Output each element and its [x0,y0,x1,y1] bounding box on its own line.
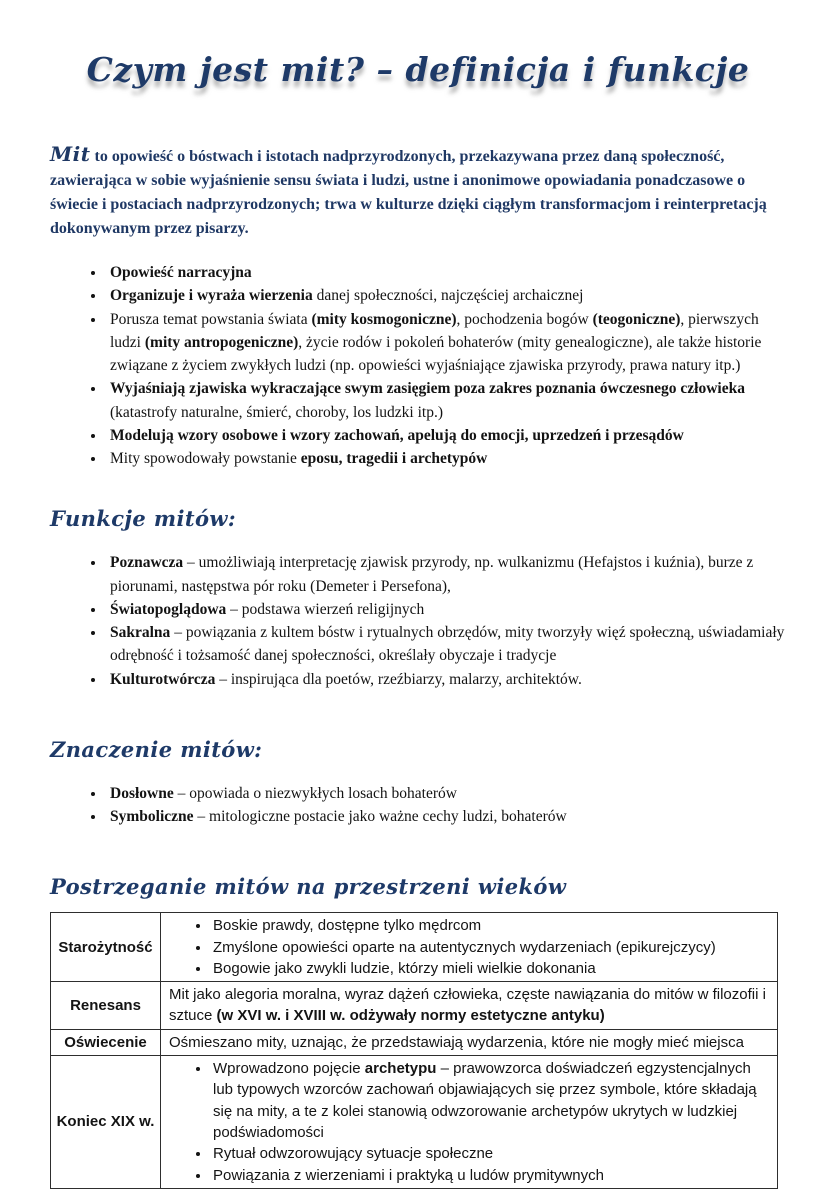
list-item [211,1143,769,1164]
list-item [106,308,786,378]
text-run: Ośmieszano mity, uznając, że przedstawiają wydarzenia, które nie mogły mieć miejsca [169,1033,744,1051]
table-row [51,1029,778,1055]
list-item [106,621,786,668]
text-run: – mitologiczne postacie jako ważne cechy ludzi, bohaterów [193,808,567,825]
bold-text: Symboliczne [110,808,194,825]
period-cell: Koniec XIX w. [51,1056,161,1189]
bold-text: Światopoglądowa [110,600,227,618]
bold-text: Organizuje i wyraża wierzenia [110,287,313,305]
table-bullet-list [169,915,769,979]
text-run: to opowieść o bóstwach i istotach nadprzyrodzonych, przekazywana przez daną społeczność, zawierająca w sobie wyjaśnienie sensu świata i ludzi, ustne i anonimowe opowiadania ponadczasowe o świecie i postaciach nadprzyrodzonych; trwa w kulturze dzięki ciągłym transformacjom i reinterpretacją dokonywanym przez pisarzy. [50,148,767,237]
list-item [106,782,786,805]
text-run: Powiązania z wierzeniami i praktyką u ludów prymitywnych [213,1166,604,1184]
list-item [211,1058,769,1143]
intro-paragraph [50,139,786,241]
script-text: Mit [50,142,91,166]
text-run: – opowiada o niezwykłych losach bohaterów [173,784,457,802]
text-run: Mit jako alegoria moralna, wyraz dążeń człowieka, częste nawiązania do mitów w filozofii i sztuce [169,986,766,1025]
list-item [106,668,786,691]
section-heading-znaczenie-mitow: Znaczenie mitów: [50,736,263,762]
bold-text: Modelują wzory osobowe i wzory zachowań, apelują do emocji, uprzedzeń i przesądów [110,426,684,444]
bold-text: (teogoniczne) [592,310,681,328]
timeline-table-body [51,913,778,1189]
bold-text: Dosłowne [110,784,174,802]
list-item [106,805,786,828]
bold-text: Opowieść narracyjna [110,264,252,281]
text-run: – prawowzorca doświadczeń egzystencjalnych lub typowych wzorców zachowań objawiających się przez symbole, które składają się na mity, a te z kolei stanowią odwzorowanie archetypów ukrytych w ludzkiej podświadomości [213,1060,757,1141]
timeline-table [50,912,778,1189]
text-run: Boskie prawdy, dostępne tylko mędrcom [213,917,482,935]
list-item [106,598,786,621]
list-item [106,447,786,470]
section-heading-postrzeganie-mitow: Postrzeganie mitów na przestrzeni wieków [50,874,567,900]
bold-text: Wyjaśniają zjawiska wykraczające swym zasięgiem poza zakres poznania ówczesnego człowieka [110,380,745,398]
list-item [211,958,769,979]
bold-text: Kulturotwórcza [110,670,216,688]
definition-bullet-list [50,261,786,470]
text-run: – powiązania z kultem bóstw i rytualnych obrzędów, mity tworzyły więź społeczną, uświadamiały odrębność i tożsamość danej społeczności, określały obyczaje i tradycje [110,624,785,665]
page-title: Czym jest mit? – definicja i funkcje [86,50,750,89]
text-run: Bogowie jako zwykli ludzie, którzy mieli wielkie dokonania [213,959,596,977]
text-run: , pochodzenia bogów [456,310,593,328]
list-item [211,1165,769,1186]
text-run: , pierwszych ludzi [110,310,759,351]
text-run: Wprowadzono pojęcie [213,1060,365,1078]
list-item [106,284,786,307]
description-cell [161,982,778,1030]
text-run: – inspirująca dla poetów, rzeźbiarzy, malarzy, architektów. [215,670,582,688]
text-run: Rytuał odwzorowujący sytuacje społeczne [213,1145,494,1163]
table-row [51,982,778,1030]
text-run: , życie rodów i pokoleń bohaterów (mity genealogiczne), ale także historie związane z życiem zwykłych ludzi (np. opowieści wyjaśniające zjawiska przyrody, prawa natury itp.) [110,333,762,374]
funkcje-mitow-bullet-list [50,551,786,691]
bold-text: Poznawcza [110,554,184,572]
list-item [106,424,786,447]
text-run: Zmyślone opowieści oparte na autentycznych wydarzeniach (epikurejczycy) [213,938,716,956]
section-heading-funkcje-mitow: Funkcje mitów: [50,506,237,532]
text-run: Porusza temat powstania świata [110,310,312,328]
text-run: – umożliwiają interpretację zjawisk przyrody, np. wulkanizmu (Hefajstos i kuźnia), burze z piorunami, następstwa pór roku (Demeter i Persefona), [110,554,754,595]
bold-text: (mity kosmogoniczne) [311,310,457,328]
text-run: Mity spowodowały powstanie [110,450,301,467]
list-item [106,551,786,598]
period-cell: Renesans [51,982,161,1030]
znaczenie-mitow-bullet-list [50,782,786,829]
bold-text: (mity antropogeniczne) [144,333,299,351]
table-row [51,1056,778,1189]
table-row [51,913,778,982]
description-cell [161,1056,778,1189]
table-bullet-list [169,1058,769,1186]
period-cell: Starożytność [51,913,161,982]
description-cell [161,913,778,982]
bold-text: eposu, tragedii i archetypów [300,450,488,467]
bold-text: archetypu [364,1060,437,1078]
period-cell: Oświecenie [51,1029,161,1055]
list-item [106,377,786,424]
description-cell [161,1029,778,1055]
list-item [106,261,786,284]
bold-text: Sakralna [110,624,171,641]
list-item [211,915,769,936]
text-run: danej społeczności, najczęściej archaicznej [312,287,584,305]
list-item [211,937,769,958]
text-run: (katastrofy naturalne, śmierć, choroby, los ludzki itp.) [110,403,444,421]
bold-text: (w XVI w. i XVIII w. odżywały normy estetyczne antyku) [216,1007,605,1025]
text-run: – podstawa wierzeń religijnych [226,600,425,618]
